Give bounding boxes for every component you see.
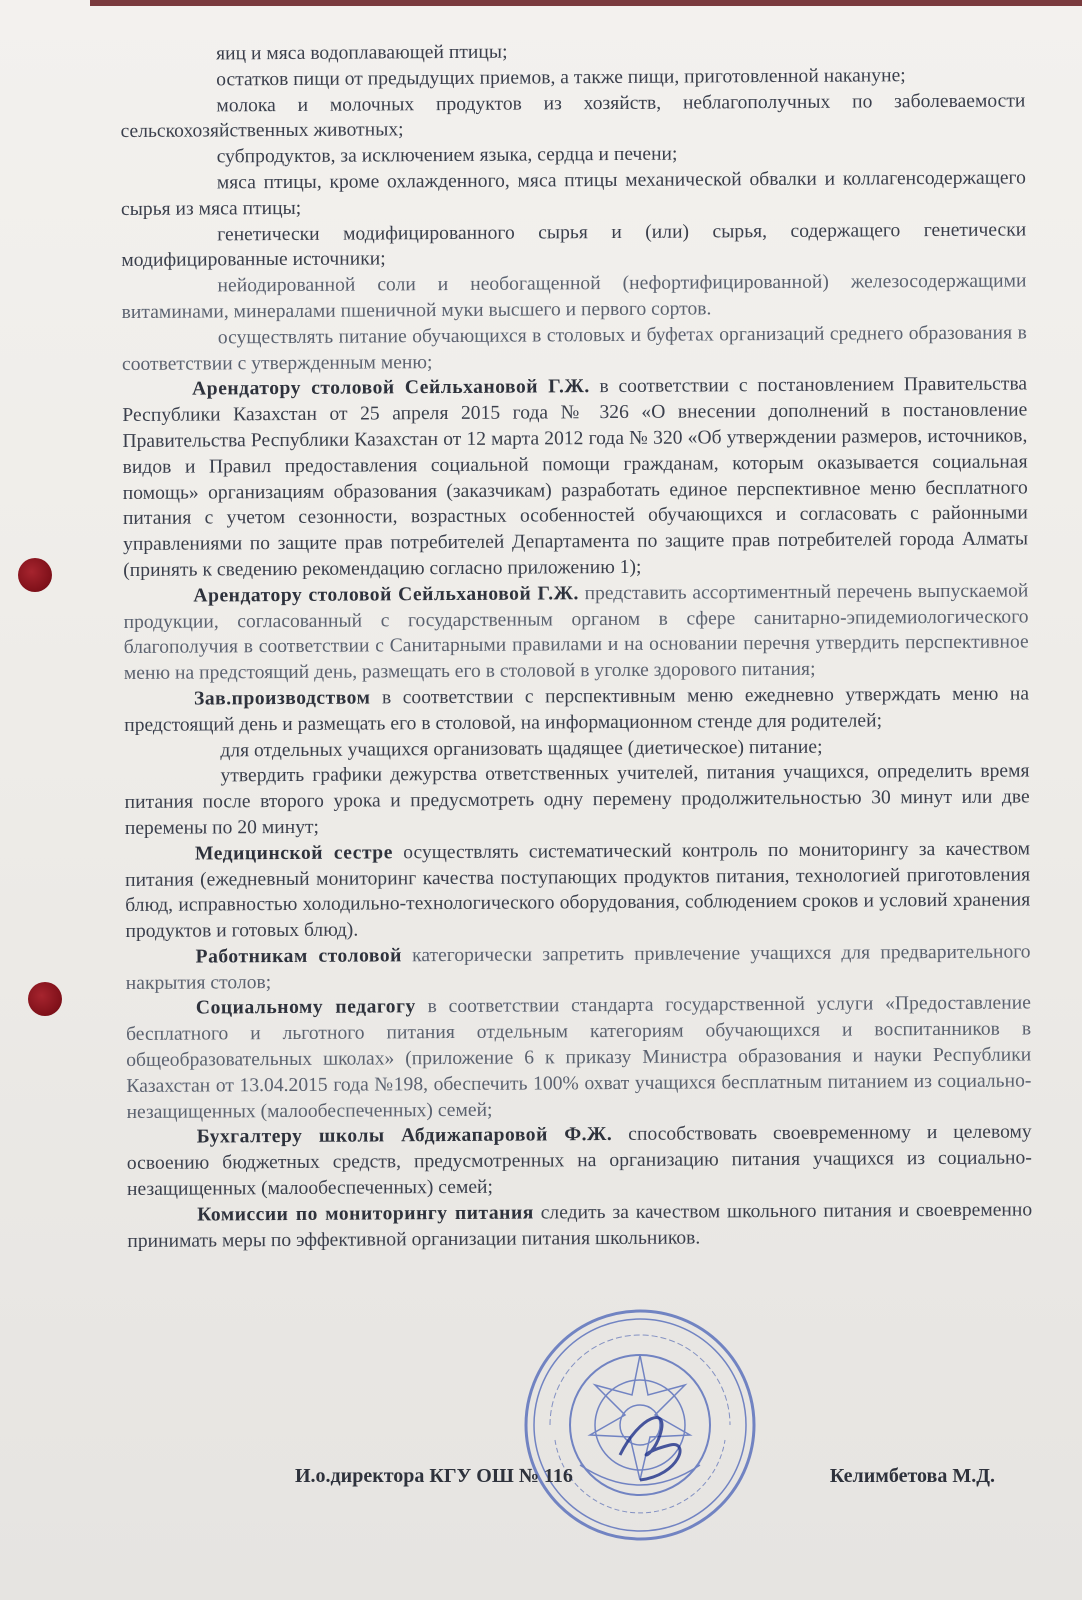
paragraph: Медицинской сестре осуществлять систематический контроль по мониторингу за качеством питания (ежедневный мониторинг качества поступающих продуктов питания, технологией приготовления блюд, исправностью холодильно-технологического оборудования, соблюдением сроков и условий хранения продуктов и готовых блюд). (125, 838, 1031, 943)
paragraph: Бухгалтеру школы Абдижапаровой Ф.Ж. способствовать своевременному и целевому освоению бюджетных средств, предусмотренных на организацию питания учащихся из социально-незащищенных (малообеспеченных) семей; (126, 1121, 1032, 1201)
paragraph: молока и молочных продуктов из хозяйств, неблагополучных по заболеваемости сельскохозяйственных животных; (120, 90, 1026, 143)
paragraph: для отдельных учащихся организовать щадящее (диетическое) питание; (220, 736, 823, 761)
paragraph: Арендатору столовой Сейльхановой Г.Ж. в соответствии с постановлением Правительства Республики Казахстан от 25 апреля 2015 года № 326 «О внесении дополнений в постановление Правительства Республики Казахстан от 12 марта 2012 года № 320 «Об утверждении размеров, источников, видов и Правил предоставления социальной помощи гражданам, которым оказывается социальная помощь» организациям образования (заказчикам) разработать единое перспективное меню бесплатного питания с учетом сезонности, возрастных особенностей обучающихся и согласовать с районными управлениями по защите прав потребителей Департамента по защите прав потребителей города Алматы (принять к сведению рекомендацию согласно приложению 1); (122, 373, 1029, 581)
paragraph: субпродуктов, за исключением языка, сердца и печени; (216, 143, 678, 168)
paragraph: нейодированной соли и необогащенной (нефортифицированной) железосодержащими витаминами, минералами пшеничной муки высшего и первого сортов. (121, 270, 1027, 323)
paragraph: Комиссии по мониторингу питания следить за качеством школьного питания и своевременно принимать меры по эффективной организации питания школьников. (127, 1199, 1033, 1252)
top-binding-edge (90, 0, 1082, 6)
signature-line (295, 1465, 995, 1488)
paragraph: яиц и мяса водоплавающей птицы; (216, 41, 508, 65)
paragraph: мяса птицы, кроме охлажденного, мяса птицы механической обвалки и коллагенсодержащего сырья из мяса птицы; (120, 167, 1026, 220)
paragraph: Зав.производством в соответствии с перспективным меню ежедневно утверждать меню на предстоящий день и размещать его в столовой, на информационном стенде для родителей; (124, 683, 1030, 736)
paragraph: Арендатору столовой Сейльхановой Г.Ж. представить ассортиментный перечень выпускаемой продукции, согласованный с государственным органом в сфере санитарно-эпидемиологического благополучия в соответствии с Санитарными правилами и на основании перечня утвердить перспективное меню на предстоящий день, размещать его в столовой в уголке здорового питания; (123, 580, 1029, 685)
document-body (120, 36, 1032, 1254)
paragraph: Работникам столовой категорически запретить привлечение учащихся для предварительного накрытия столов; (125, 941, 1031, 994)
paragraph: Социальному педагогу в соответствии стандарта государственной услуги «Предоставление бесплатного и льготного питания отдельным категориям обучающихся и воспитанников в общеобразовательных школах» (приложение 6 к приказу Министра образования и науки Республики Казахстан от 13.04.2015 года №198, обеспечить 100% охват учащихся бесплатным питанием из социально-незащищенных (малообеспеченных) семей; (126, 992, 1032, 1123)
paragraph: утвердить графики дежурства ответственных учителей, питания учащихся, определить время питания после второго урока и предусмотреть одну перемену продолжительностью 30 минут или две перемены по 20 минут; (124, 760, 1030, 839)
punch-hole (18, 558, 52, 592)
paragraph: остатков пищи от предыдущих приемов, а также пищи, приготовленной накануне; (216, 64, 906, 91)
signatory-title: И.о.директора КГУ ОШ № 116 (295, 1465, 573, 1487)
signatory-name: Келимбетова М.Д. (829, 1465, 995, 1487)
paragraph: осуществлять питание обучающихся в столовых и буфетах организаций среднего образования в соответствии с утвержденным меню; (121, 322, 1027, 375)
punch-hole (28, 982, 62, 1016)
paragraph: генетически модифицированного сырья и (или) сырья, содержащего генетически модифицированные источники; (121, 219, 1027, 272)
official-stamp (520, 1305, 760, 1545)
